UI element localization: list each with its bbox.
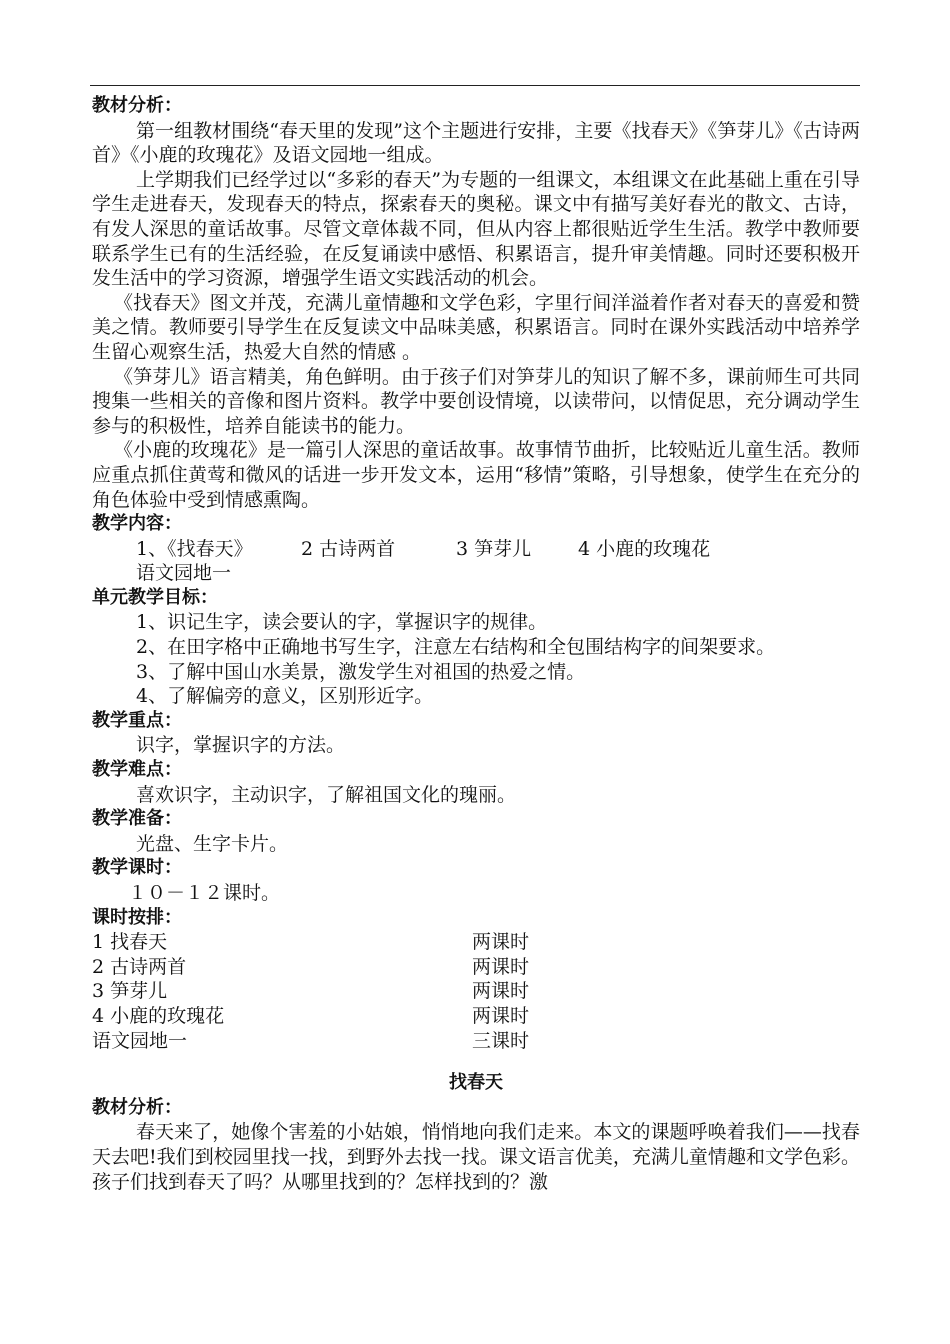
contents-item: 2 古诗两首	[301, 537, 396, 560]
section-heading-analysis: 教材分析：	[92, 95, 182, 116]
schedule-row	[92, 1029, 860, 1054]
analysis-paragraph: 《笋芽儿》语言精美，角色鲜明。由于孩子们对笋芽儿的知识了解不多，课前师生可共同搜集一些相关的音像和图片资料。教学中要创设情境，以读带问，以情促思，充分调动学生参与的积极性，培养自能读书的能力。	[92, 365, 860, 437]
difficulty-text: 喜欢识字，主动识字，了解祖国文化的瑰丽。	[136, 783, 517, 806]
schedule-lesson: 3 笋芽儿	[92, 980, 168, 1003]
section-heading-prep: 教学准备：	[92, 808, 182, 830]
contents-item: 4 小鹿的玫瑰花	[578, 537, 711, 560]
schedule-hours: 两课时	[472, 1004, 530, 1027]
analysis-paragraph: 上学期我们已经学过以“多彩的春天”为专题的一组课文，本组课文在此基础上重在引导学生走进春天，发现春天的特点，探索春天的奥秘。课文中有描写美好春光的散文、古诗，有发人深思的童话故事。尽管文章体裁不同，但从内容上都很贴近学生生活。教学中教师要联系学生已有的生活经验，在反复诵读中感悟、积累语言，提升审美情趣。同时还要积极开发生活中的学习资源，增强学生语文实践活动的机会。	[92, 168, 860, 290]
schedule-row	[92, 1004, 860, 1029]
schedule-hours: 三课时	[472, 1029, 530, 1052]
header-rule	[90, 85, 860, 86]
lesson-title: 找春天	[449, 1072, 503, 1094]
contents-list	[92, 537, 860, 586]
schedule-lesson: 1 找春天	[92, 931, 168, 954]
schedule-hours: 两课时	[472, 931, 530, 954]
schedule-lesson: 语文园地一	[92, 1029, 188, 1052]
schedule-hours: 两课时	[472, 980, 530, 1003]
contents-item: 语文园地一	[136, 562, 232, 585]
schedule-row	[92, 979, 860, 1004]
goal-item: 4、了解偏旁的意义，区别形近字。	[136, 685, 434, 708]
schedule-row	[92, 955, 860, 980]
schedule-hours: 两课时	[472, 955, 530, 978]
document-body	[92, 94, 860, 1194]
schedule-lesson: 4 小鹿的玫瑰花	[92, 1004, 225, 1027]
hours-text: １０－１２课时。	[128, 882, 281, 904]
analysis-paragraph: 《找春天》图文并茂，充满儿童情趣和文学色彩，字里行间洋溢着作者对春天的喜爱和赞美之情。教师要引导学生在反复读文中品味美感，积累语言。同时在课外实践活动中培养学生留心观察生活，热爱大自然的情感 。	[92, 291, 860, 363]
goal-item: 3、了解中国山水美景，激发学生对祖国的热爱之情。	[136, 660, 586, 683]
section-heading-hours: 教学课时：	[92, 857, 182, 879]
section-heading-lesson-analysis: 教材分析：	[92, 1096, 182, 1118]
section-heading-key: 教学重点：	[92, 709, 182, 731]
key-text: 识字，掌握识字的方法。	[136, 734, 346, 757]
prep-text: 光盘、生字卡片。	[136, 832, 289, 855]
analysis-paragraph: 第一组教材围绕“春天里的发现”这个主题进行安排，主要《找春天》《笋芽儿》《古诗两首》《小鹿的玫瑰花》及语文园地一组成。	[92, 119, 860, 167]
analysis-paragraph: 《小鹿的玫瑰花》是一篇引人深思的童话故事。故事情节曲折，比较贴近儿童生活。教师应重点抓住黄莺和微风的话进一步开发文本，运用“移情”策略，引导想象，使学生在充分的角色体验中受到情感熏陶。	[92, 439, 860, 511]
section-heading-schedule: 课时按排：	[92, 906, 182, 928]
schedule-row	[92, 930, 860, 955]
goal-item: 2、在田字格中正确地书写生字，注意左右结构和全包围结构字的间架要求。	[136, 636, 776, 659]
goal-item: 1、识记生字，读会要认的字，掌握识字的规律。	[136, 611, 548, 634]
section-heading-contents: 教学内容：	[92, 513, 182, 535]
section-heading-difficulty: 教学难点：	[92, 759, 182, 781]
section-heading-goals: 单元教学目标：	[92, 586, 218, 608]
contents-item: 3 笋芽儿	[456, 537, 532, 560]
contents-item: 1、《找春天》	[136, 537, 253, 560]
schedule-lesson: 2 古诗两首	[92, 955, 187, 978]
lesson-analysis-paragraph: 春天来了，她像个害羞的小姑娘，悄悄地向我们走来。本文的课题呼唤着我们——找春天去吧!我们到校园里找一找，到野外去找一找。课文语言优美，充满儿童情趣和文学色彩。孩子们找到春天了吗？从哪里找到的？怎样找到的？激	[92, 1121, 860, 1193]
